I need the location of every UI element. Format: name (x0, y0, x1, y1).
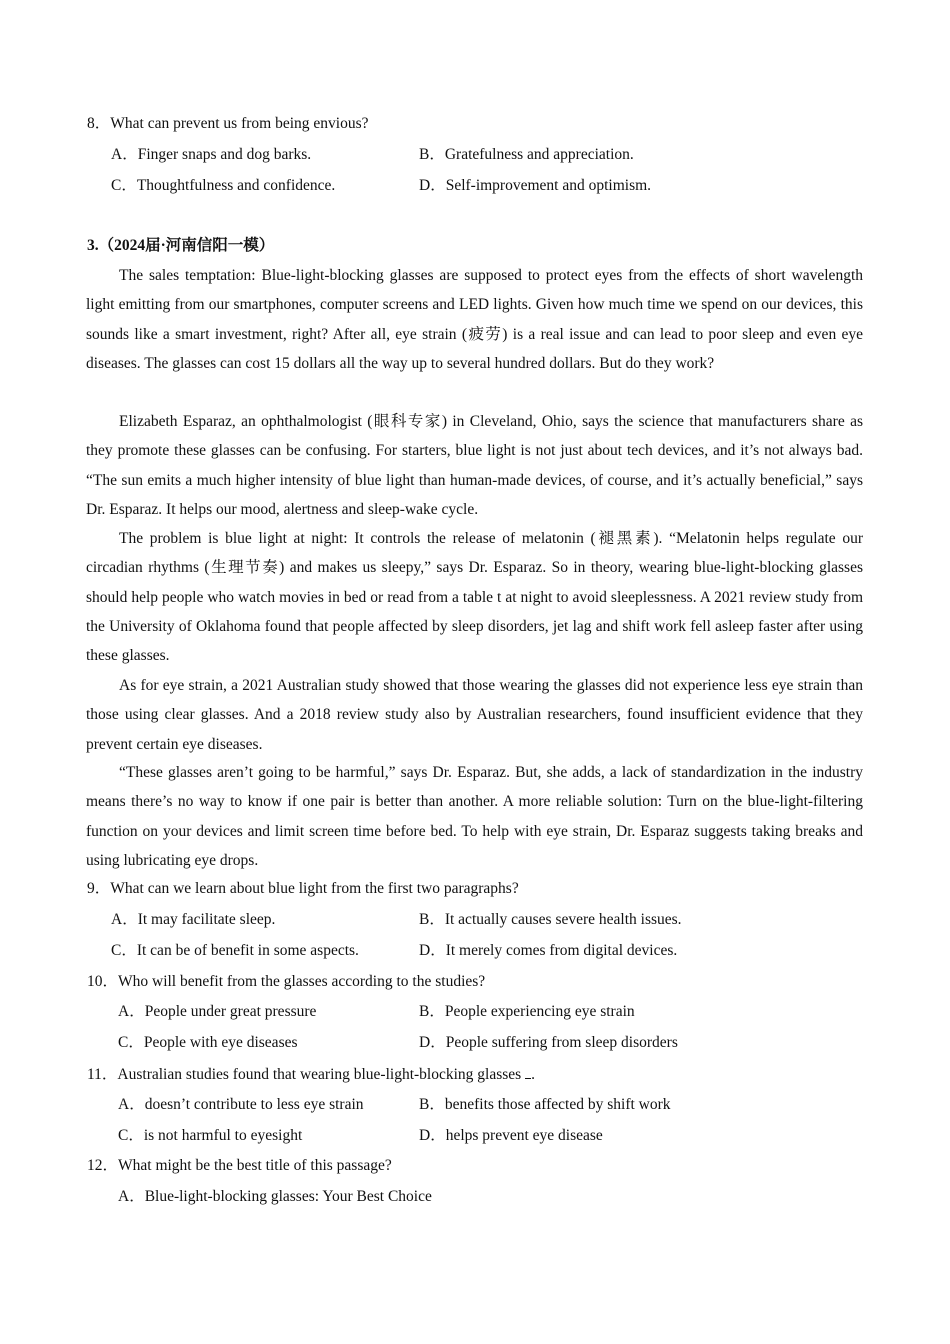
passage-paragraph-4: As for eye strain, a 2021 Australian study showed that those wearing the glasses did not experience less eye strain than those using clear glasses. And a 2018 review study also by Australian researchers, found insufficient evidence that they prevent certain eye diseases. (86, 677, 863, 753)
question-11-stem-end: . (531, 1066, 535, 1083)
passage-paragraph-5: “These glasses aren’t going to be harmful,” says Dr. Esparaz. But, she adds, a lack of standardization in the industry means there’s no way to know if one pair is better than another. A more reliable solution: Turn on the blue-light-filtering function on your devices and limit screen time before bed. To help with eye strain, Dr. Esparaz suggests taking breaks and using lubricating eye drops. (86, 764, 863, 869)
question-8-option-a: A．Finger snaps and dog barks. (111, 146, 312, 163)
question-9-option-c: C．It can be of benefit in some aspects. (111, 942, 359, 959)
question-10-option-b: B．People experiencing eye strain (419, 1003, 635, 1020)
question-8-option-c: C．Thoughtfulness and confidence. (111, 177, 336, 194)
question-11-option-d: D．helps prevent eye disease (419, 1127, 603, 1144)
question-8-option-b: B．Gratefulness and appreciation. (419, 146, 634, 163)
question-10-stem: 10．Who will benefit from the glasses according to the studies? (87, 973, 486, 990)
question-11-stem-text: 11．Australian studies found that wearing blue-light-blocking glasses (87, 1066, 522, 1083)
passage-paragraph-1: The sales temptation: Blue-light-blocking glasses are supposed to protect eyes from the effects of short wavelength light emitting from our smartphones, computer screens and LED lights. Given how much time we spend on our devices, this sounds like a smart investment, right? After all, eye strain (疲劳) is a real issue and can lead to poor sleep and even eye diseases. The glasses can cost 15 dollars all the way up to several hundred dollars. But do they work? (86, 267, 863, 372)
question-8-option-d: D．Self-improvement and optimism. (419, 177, 652, 194)
question-10-option-d: D．People suffering from sleep disorders (419, 1034, 678, 1051)
section-heading: 3.（2024届·河南信阳一模） (87, 237, 275, 254)
question-11-stem (87, 1064, 535, 1085)
passage-paragraph-3: The problem is blue light at night: It controls the release of melatonin (褪黑素). “Melatonin helps regulate our circadian rhythms (生理节奏) and makes us sleepy,” says Dr. Esparaz. So in theory, wearing blue-light-blocking glasses should help people who watch movies in bed or read from a table t at night to avoid sleeplessness. A 2021 review study from the University of Oklahoma found that people affected by sleep disorders, jet lag and shift work fell asleep faster after using these glasses. (86, 530, 863, 665)
question-9-option-a: A．It may facilitate sleep. (111, 911, 276, 928)
question-9-option-b: B．It actually causes severe health issues. (419, 911, 682, 928)
question-9-option-d: D．It merely comes from digital devices. (419, 942, 678, 959)
question-11-option-c: C．is not harmful to eyesight (118, 1127, 303, 1144)
question-12-option-a: A．Blue-light-blocking glasses: Your Best Choice (118, 1188, 432, 1205)
question-11-option-a: A．doesn’t contribute to less eye strain (118, 1096, 364, 1113)
question-8-stem: 8．What can prevent us from being envious? (87, 115, 369, 132)
question-12-stem: 12．What might be the best title of this passage? (87, 1157, 392, 1174)
passage-paragraph-2: Elizabeth Esparaz, an ophthalmologist (眼科专家) in Cleveland, Ohio, says the science that manufacturers share as they promote these glasses can be confusing. For starters, blue light is not just about tech devices, and it’s not always bad. “The sun emits a much higher intensity of blue light than human-made devices, of course, and it’s actually beneficial,” says Dr. Esparaz. It helps our mood, alertness and sleep-wake cycle. (86, 413, 863, 518)
question-10-option-c: C．People with eye diseases (118, 1034, 298, 1051)
question-10-option-a: A．People under great pressure (118, 1003, 317, 1020)
question-9-stem: 9．What can we learn about blue light from the first two paragraphs? (87, 880, 519, 897)
question-11-option-b: B．benefits those affected by shift work (419, 1096, 671, 1113)
